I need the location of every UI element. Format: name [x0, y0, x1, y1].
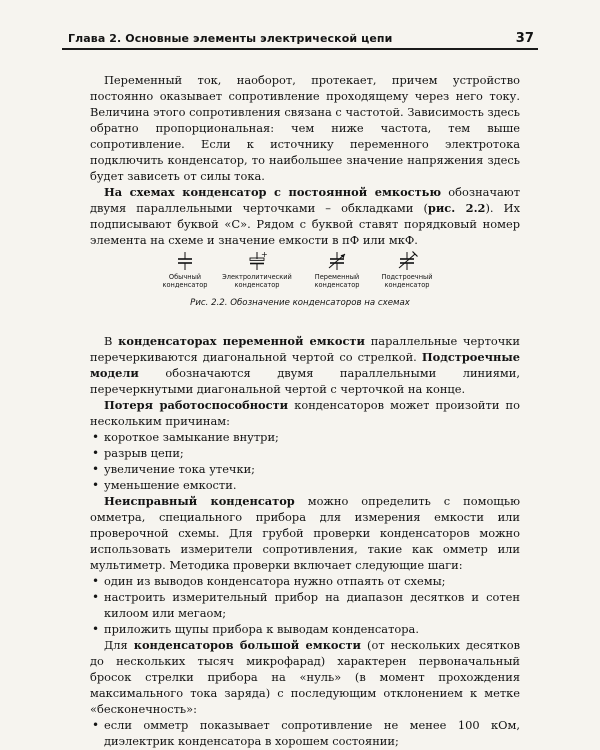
symbol-trimmer-capacitor: [372, 250, 442, 289]
page-number: 37: [515, 31, 534, 46]
symbol-fixed-capacitor: [150, 250, 220, 289]
symbol-variable-capacitor: [302, 250, 372, 289]
list-item: • если омметр показывает сопротивление не менее 100 кОм, диэлектрик конденсатора в хорошем состоянии;: [90, 717, 520, 749]
paragraph-faulty-capacitor: Неисправный конденсатор можно определить с помощью омметра, специального прибора для измерения емкости или проверочной схемы. Для грубой проверки конденсаторов можно использовать измерители сопротивления, такие как омметр или мультиметр. Методика проверки включает следующие шаги:: [90, 494, 521, 572]
electrolytic-capacitor-icon: [237, 250, 277, 272]
symbol-label: Подстроечный конденсатор: [381, 273, 433, 289]
fixed-capacitor-icon: [165, 250, 205, 272]
term-fixed-capacitor: На схемах конденсатор с постоянной емкостью: [104, 185, 442, 199]
intro-text: [90, 72, 520, 248]
symbol-label: Переменный конденсатор: [314, 273, 360, 289]
list-item: • один из выводов конденсатора нужно отпаять от схемы;: [90, 573, 520, 589]
symbol-label: Электролитический конденсатор: [222, 273, 292, 289]
list-item: • настроить измерительный прибор на диапазон десятков и сотен килоом или мегаом;: [90, 589, 520, 621]
paragraph-fixed-capacitor: На схемах конденсатор с постоянной емкостью обозначают двумя параллельными черточками – обкладками (рис. 2.2). Их подписывают буквой «С». Рядом с буквой ставят порядковый номер элемента на схеме и значение емкости в пФ или мкФ.: [90, 185, 520, 247]
symbol-electrolytic-capacitor: [222, 250, 292, 289]
paragraph-failure: Потеря работоспособности конденсаторов может произойти по нескольким причинам:: [90, 398, 520, 428]
results-list: [90, 717, 520, 749]
main-text: [90, 333, 520, 749]
figure-reference: рис. 2.2: [427, 201, 486, 215]
list-item: • увеличение тока утечки;: [90, 461, 520, 477]
list-item: • уменьшение емкости.: [90, 477, 520, 493]
list-item: • короткое замыкание внутри;: [90, 429, 520, 445]
term-variable-capacitors: конденсаторах переменной емкости: [118, 334, 365, 348]
trimmer-capacitor-icon: [387, 250, 427, 272]
paragraph-ac-resistance: Переменный ток, наоборот, протекает, причем устройство постоянно оказывает сопротивление проходящему через него току. Величина этого сопротивления связана с частотой. Зависимость здесь обратно пропорциональная: чем ниже частота, тем выше сопротивление. Если к источнику переменного электротока подключить конденсатор, то наибольшее значение напряжения здесь будет зависеть от силы тока.: [90, 73, 520, 183]
paragraph-variable-capacitors: В конденсаторах переменной емкости параллельные черточки перечеркиваются диагональной чертой со стрелкой. Подстроечные модели обозначаются двумя параллельными линиями, перечеркнутыми диагональной чертой с черточкой на конце.: [90, 334, 520, 396]
failure-causes-list: [90, 429, 520, 493]
figure-caption: Рис. 2.2. Обозначение конденсаторов на схемах: [190, 298, 410, 308]
running-header: [62, 30, 538, 50]
figure-capacitor-symbols: [150, 250, 450, 312]
term-large-capacitors: конденсаторов большой емкости: [133, 638, 361, 652]
symbol-label: Обычный конденсатор: [162, 273, 208, 289]
chapter-title: Глава 2. Основные элементы электрической цепи: [68, 32, 393, 45]
list-item: • разрыв цепи;: [90, 445, 520, 461]
term-faulty-capacitor: Неисправный конденсатор: [104, 494, 295, 508]
term-failure: Потеря работоспособности: [104, 398, 289, 412]
variable-capacitor-icon: [317, 250, 357, 272]
check-steps-list: [90, 573, 520, 637]
paragraph-large-capacitors: Для конденсаторов большой емкости (от нескольких десятков до нескольких тысяч микрофарад) характерен первоначальный бросок стрелки прибора на «нуль» (в момент прохождения максимального тока заряда) с последующим отклонением к метке «бесконечность»:: [90, 638, 520, 716]
term-trimmer-models: Подстроечные модели: [90, 350, 520, 380]
list-item: • приложить щупы прибора к выводам конденсатора.: [90, 621, 520, 637]
plus-sign: +: [261, 250, 268, 259]
